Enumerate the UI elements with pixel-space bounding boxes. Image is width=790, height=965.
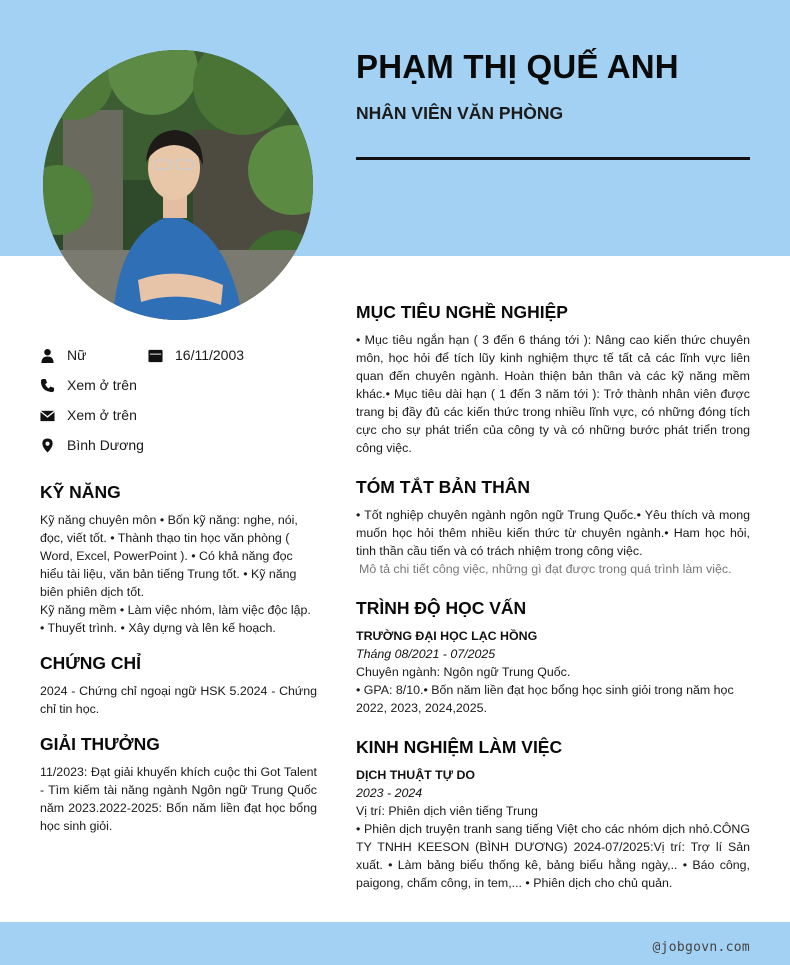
certificates-heading: CHỨNG CHỈ bbox=[40, 653, 142, 673]
title-divider bbox=[356, 157, 750, 160]
summary-section bbox=[356, 477, 750, 578]
phone-icon bbox=[40, 378, 55, 393]
summary-hint: Mô tả chi tiết công việc, những gì đạt được trong quá trình làm việc. bbox=[359, 562, 732, 576]
education-heading: TRÌNH ĐỘ HỌC VẤN bbox=[356, 598, 527, 618]
school-name: TRƯỜNG ĐẠI HỌC LẠC HỒNG bbox=[356, 629, 538, 643]
address-value: Bình Dương bbox=[67, 437, 144, 453]
experience-section bbox=[356, 737, 750, 892]
phone-value[interactable]: Xem ở trên bbox=[67, 377, 137, 393]
education-period: Tháng 08/2021 - 07/2025 bbox=[356, 647, 496, 661]
profile-photo bbox=[43, 50, 313, 320]
info-row-gender-birthdate bbox=[40, 340, 317, 370]
location-icon bbox=[40, 438, 55, 453]
info-row-email bbox=[40, 400, 317, 430]
summary-text: • Tốt nghiệp chuyên ngành ngôn ngữ Trung Quốc.• Yêu thích và mong muốn học hỏi thêm nhiều kiến thức từ chuyên ngành.• Ham học hỏi, tinh thần cầu tiến và có trách nhiệm trong công việc. bbox=[356, 508, 750, 558]
info-row-address bbox=[40, 430, 317, 460]
summary-heading: TÓM TẮT BẢN THÂN bbox=[356, 477, 531, 497]
skills-heading: KỸ NĂNG bbox=[40, 482, 121, 502]
education-section bbox=[356, 598, 750, 717]
skills-soft: Kỹ năng mềm • Làm việc nhóm, làm việc độc lập. • Thuyết trình. • Xây dựng và lên kế hoạch. bbox=[40, 603, 311, 635]
awards-heading: GIẢI THƯỞNG bbox=[40, 734, 160, 754]
left-column bbox=[40, 340, 317, 835]
objective-section bbox=[356, 302, 750, 457]
right-column bbox=[356, 302, 750, 912]
email-value[interactable]: Xem ở trên bbox=[67, 407, 137, 423]
info-row-phone bbox=[40, 370, 317, 400]
education-major: Chuyên ngành: Ngôn ngữ Trung Quốc. bbox=[356, 665, 571, 679]
gender-value: Nữ bbox=[67, 347, 87, 363]
person-icon bbox=[40, 348, 55, 363]
calendar-icon bbox=[148, 348, 163, 363]
job-title: NHÂN VIÊN VĂN PHÒNG bbox=[356, 103, 564, 123]
certificates-text: 2024 - Chứng chỉ ngoại ngữ HSK 5.2024 - Chứng chỉ tin học. bbox=[40, 684, 317, 716]
birthdate-value: 16/11/2003 bbox=[175, 347, 245, 363]
awards-text: 11/2023: Đạt giải khuyến khích cuộc thi Got Talent - Tìm kiếm tài năng ngành Ngôn ngữ Trung Quốc năm 2023.2022-2025: Bốn năm liền đạt học bổng học sinh giỏi. bbox=[40, 765, 317, 833]
objective-heading: MỤC TIÊU NGHỀ NGHIỆP bbox=[356, 302, 568, 322]
candidate-name: PHẠM THỊ QUẾ ANH bbox=[356, 48, 679, 85]
objective-text: • Mục tiêu ngắn hạn ( 3 đến 6 tháng tới ): Nâng cao kiến thức chuyên môn, học hỏi để tích lũy kinh nghiệm thực tế tất cả các lĩnh vực liên quan đến chuyên ngành. Hoàn thiện bản thân và các kỹ năng mềm khác.• Mục tiêu dài hạn ( 1 đến 3 năm tới ): Trở thành nhân viên được trang bị đầy đủ các kiến thức trong nhiều lĩnh vực, có những đóng tích cực cho sự phát triển của công ty và có những bước phát triển trong công việc. bbox=[356, 333, 750, 455]
birthdate-item bbox=[148, 347, 244, 363]
experience-position: Vị trí: Phiên dịch viên tiếng Trung bbox=[356, 804, 538, 818]
gender-item bbox=[40, 347, 148, 363]
education-details: • GPA: 8/10.• Bốn năm liền đạt học bổng học sinh giỏi trong năm học 2022, 2023, 2024,2025. bbox=[356, 683, 734, 715]
company-name: DỊCH THUẬT TỰ DO bbox=[356, 768, 476, 782]
footer-watermark[interactable]: @jobgovn.com bbox=[652, 940, 750, 955]
mail-icon bbox=[40, 408, 55, 423]
experience-period: 2023 - 2024 bbox=[356, 786, 423, 800]
experience-heading: KINH NGHIỆM LÀM VIỆC bbox=[356, 737, 563, 757]
experience-details: • Phiên dịch truyện tranh sang tiếng Việt cho các nhóm dịch nhỏ.CÔNG TY TNHH KEESON (BÌNH DƯƠNG) 2024-07/2025:Vị trí: Trợ lí Sản xuất. • Làm bảng biểu thống kê, bảng biểu hằng ngày,.. • Báo công, paigong, chấm công, in tem,... • Phiên dịch cho chủ quản. bbox=[356, 822, 750, 890]
skills-hard: Kỹ năng chuyên môn • Bốn kỹ năng: nghe, nói, đọc, viết tốt. • Thành thạo tin học văn phòng ( Word, Excel, PowerPoint ). • Có khả năng đọc hiểu tài liệu, văn bản tiếng Trung tốt. • Kỹ năng biên phiên dịch tốt. bbox=[40, 513, 298, 599]
